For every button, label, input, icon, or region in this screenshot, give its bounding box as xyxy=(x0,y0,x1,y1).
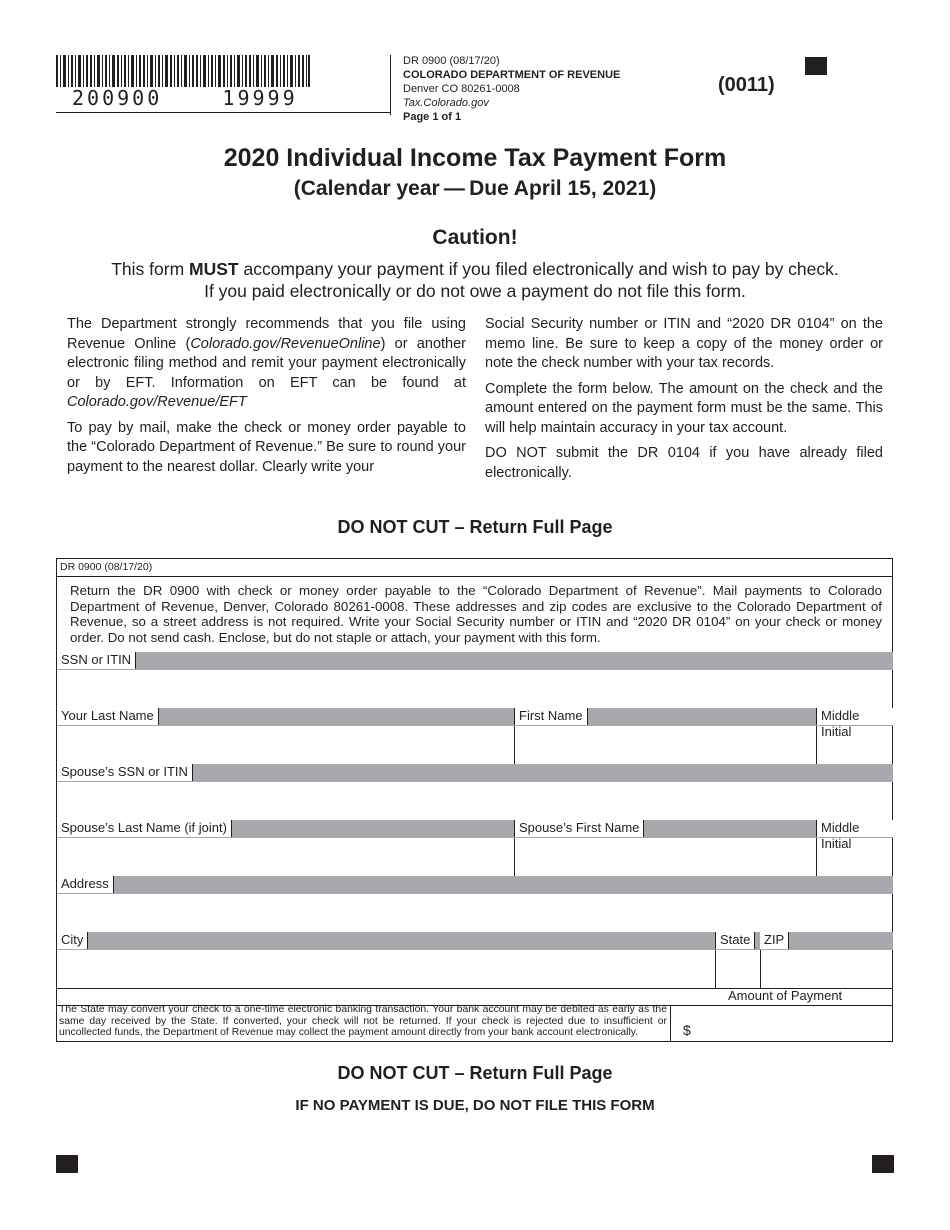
dollar-sign: $ xyxy=(683,1022,691,1038)
spouse-first-name-label: Spouse’s First Name xyxy=(514,820,644,837)
must-line2: If you paid electronically or do not owe a payment do not file this form. xyxy=(204,281,746,301)
middle-initial-label: Middle Initial xyxy=(816,708,893,725)
registration-mark-top-right xyxy=(805,57,827,75)
left-paragraph-1 xyxy=(67,315,466,413)
first-name-label: First Name xyxy=(514,708,588,725)
amount-of-payment-label: Amount of Payment xyxy=(728,988,843,1003)
registration-mark-bottom-left xyxy=(56,1155,78,1173)
page-subtitle: (Calendar year — Due April 15, 2021) xyxy=(293,177,657,200)
ssn-input[interactable] xyxy=(57,670,893,708)
zip-label: ZIP xyxy=(760,932,789,949)
revenue-online-link[interactable]: Colorado.gov/RevenueOnline xyxy=(190,335,381,352)
last-name-input[interactable] xyxy=(57,726,514,764)
instructions-right-column xyxy=(485,315,883,489)
must-notice xyxy=(0,258,950,302)
barcode-number: 200900 19999 xyxy=(72,86,298,110)
city-label: City xyxy=(57,932,88,949)
state-label: State xyxy=(715,932,755,949)
left-p1-text-a: The Department strongly recommends that you file using Revenue Online ( xyxy=(67,316,466,352)
electronic-conversion-notice: The State may convert your check to a one-time electronic banking transaction. Your bank account may be debited as early as the same day received by the State. If converted, your check will not be returned. If your check is rejected due to insufficient or uncollected funds, the Department of Revenue may collect the payment amount directly from your bank account electronically. xyxy=(59,1004,667,1038)
right-paragraph-3: DO NOT submit the DR 0104 if you have already filed electronically. xyxy=(485,445,883,481)
first-name-input[interactable] xyxy=(514,726,817,764)
spouse-ssn-label: Spouse’s SSN or ITIN xyxy=(57,764,193,781)
form-code-divider xyxy=(56,576,893,577)
spouse-middle-initial-input[interactable] xyxy=(816,838,894,876)
address-label-bar xyxy=(57,876,893,894)
spouse-last-name-input[interactable] xyxy=(57,838,514,876)
department-website: Tax.Colorado.gov xyxy=(403,97,489,109)
no-payment-notice: IF NO PAYMENT IS DUE, DO NOT FILE THIS FORM xyxy=(295,1097,655,1114)
must-line1-pre: This form xyxy=(111,259,190,279)
amount-divider xyxy=(670,1005,671,1042)
header-divider xyxy=(390,55,391,115)
amount-of-payment-input[interactable] xyxy=(698,1008,892,1040)
spouse-last-name-label: Spouse’s Last Name (if joint) xyxy=(57,820,232,837)
must-line1-post: accompany your payment if you filed electronically and wish to pay by check. xyxy=(238,259,839,279)
caution-heading: Caution! xyxy=(432,226,518,249)
instructions-left-column xyxy=(67,315,466,483)
spouse-ssn-input[interactable] xyxy=(57,782,893,820)
department-address: Denver CO 80261-0008 xyxy=(403,83,520,95)
last-name-label: Your Last Name xyxy=(57,708,159,725)
left-p1-text-b: ) or another electronic filing method and remit your payment electronically or by EFT. Information on EFT can be found at xyxy=(67,335,466,391)
right-paragraph-2: Complete the form below. The amount on the check and the amount entered on the payment form must be the same. This will help maintain accuracy in your tax account. xyxy=(485,380,883,436)
spouse-ssn-label-bar xyxy=(57,764,893,782)
spouse-middle-initial-label: Middle Initial xyxy=(816,820,893,837)
eft-link[interactable]: Colorado.gov/Revenue/EFT xyxy=(67,394,247,410)
page-title: 2020 Individual Income Tax Payment Form xyxy=(223,144,727,172)
city-input[interactable] xyxy=(57,950,715,988)
spouse-name-label-bar xyxy=(57,820,893,851)
address-label: Address xyxy=(57,876,114,893)
do-not-cut-top: DO NOT CUT – Return Full Page xyxy=(337,517,613,537)
header-info xyxy=(403,54,620,124)
left-paragraph-2: To pay by mail, make the check or money order payable to the “Colorado Department of Revenue.” Be sure to round your payment to the nearest dollar. Clearly write your xyxy=(67,419,466,475)
form-id: DR 0900 (08/17/20) xyxy=(403,55,500,67)
middle-initial-input[interactable] xyxy=(816,726,894,764)
header-underline xyxy=(56,112,390,113)
address-input[interactable] xyxy=(57,894,893,932)
registration-mark-bottom-right xyxy=(872,1155,894,1173)
form-box-code: DR 0900 (08/17/20) xyxy=(60,561,153,573)
form-code: (0011) xyxy=(718,74,775,96)
state-input[interactable] xyxy=(715,950,761,988)
name-label-bar xyxy=(57,708,893,739)
do-not-cut-bottom: DO NOT CUT – Return Full Page xyxy=(337,1063,613,1083)
spouse-first-name-input[interactable] xyxy=(514,838,817,876)
right-paragraph-1: Social Security number or ITIN and “2020 DR 0104” on the memo line. Be sure to keep a copy of the money order or note the check number with your tax records. xyxy=(485,316,883,371)
must-line1-bold: MUST xyxy=(189,259,239,279)
ssn-label-bar xyxy=(57,652,893,670)
barcode xyxy=(56,55,310,87)
page-indicator: Page 1 of 1 xyxy=(403,111,462,123)
department-name: COLORADO DEPARTMENT OF REVENUE xyxy=(403,69,621,81)
city-label-bar xyxy=(57,932,893,950)
mailing-instructions: Return the DR 0900 with check or money order payable to the “Colorado Department of Revenue”. Mail payments to Colorado Department of Revenue, Denver, Colorado 80261-0008. These addresses and zip codes are exclusive to the Colorado Department of Revenue, so a street address is not required. Write your Social Security number or ITIN and “2020 DR 0104” on your check or money order. Do not send cash. Enclose, but do not staple or attach, your payment with this form. xyxy=(70,583,882,645)
ssn-label: SSN or ITIN xyxy=(57,652,136,669)
zip-input[interactable] xyxy=(760,950,894,988)
